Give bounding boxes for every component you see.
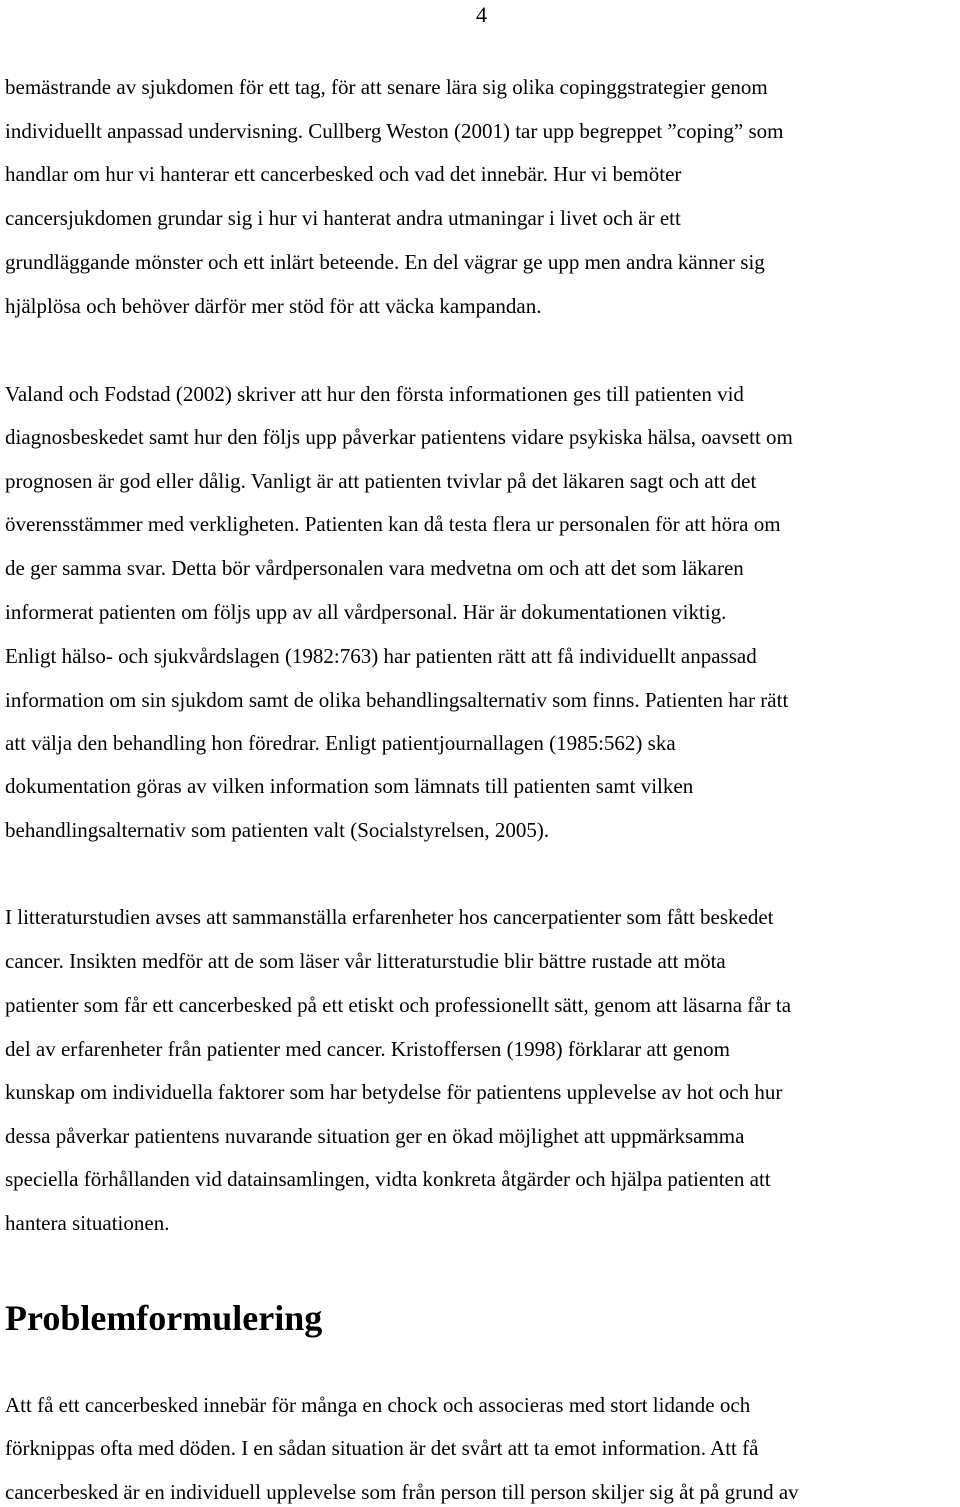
page-number: 4 xyxy=(476,2,487,27)
text-line: speciella förhållanden vid datainsamlingen, vidta konkreta åtgärder och hjälpa patienten att xyxy=(5,1167,771,1191)
section-heading: Problemformulering xyxy=(5,1298,323,1338)
text-line: information om sin sjukdom samt de olika behandlingsalternativ som finns. Patienten har rätt xyxy=(5,688,789,712)
text-line: prognosen är god eller dålig. Vanligt är att patienten tvivlar på det läkaren sagt och att det xyxy=(5,469,757,493)
text-line: hantera situationen. xyxy=(5,1211,170,1235)
text-line: individuellt anpassad undervisning. Cullberg Weston (2001) tar upp begreppet ”coping” som xyxy=(5,119,784,143)
text-line: överensstämmer med verkligheten. Patienten kan då testa flera ur personalen för att höra om xyxy=(5,512,781,536)
text-line: kunskap om individuella faktorer som har betydelse för patientens upplevelse av hot och hur xyxy=(5,1080,783,1104)
text-line: diagnosbeskedet samt hur den följs upp påverkar patientens vidare psykiska hälsa, oavsett om xyxy=(5,425,793,449)
text-line: bemästrande av sjukdomen för ett tag, för att senare lära sig olika copinggstrategier genom xyxy=(5,75,768,99)
text-line: del av erfarenheter från patienter med cancer. Kristoffersen (1998) förklarar att genom xyxy=(5,1037,730,1061)
text-line: grundläggande mönster och ett inlärt beteende. En del vägrar ge upp men andra känner sig xyxy=(5,250,765,274)
text-line: Enligt hälso- och sjukvårdslagen (1982:763) har patienten rätt att få individuellt anpassad xyxy=(5,644,757,668)
text-line: att välja den behandling hon föredrar. Enligt patientjournallagen (1985:562) ska xyxy=(5,731,676,755)
text-line: cancersjukdomen grundar sig i hur vi hanterat andra utmaningar i livet och är ett xyxy=(5,206,681,230)
text-line: förknippas ofta med döden. I en sådan situation är det svårt att ta emot information. Att få xyxy=(5,1436,759,1460)
text-line: behandlingsalternativ som patienten valt (Socialstyrelsen, 2005). xyxy=(5,818,550,842)
text-line: patienter som får ett cancerbesked på ett etiskt och professionellt sätt, genom att läsarna får ta xyxy=(5,993,792,1017)
text-line: I litteraturstudien avses att sammanställa erfarenheter hos cancerpatienter som fått beskedet xyxy=(5,905,774,929)
text-line: de ger samma svar. Detta bör vårdpersonalen vara medvetna om och att det som läkaren xyxy=(5,556,744,580)
text-line: handlar om hur vi hanterar ett cancerbesked och vad det innebär. Hur vi bemöter xyxy=(5,162,682,186)
text-line: Valand och Fodstad (2002) skriver att hur den första informationen ges till patienten vid xyxy=(5,382,744,406)
text-line: cancer. Insikten medför att de som läser vår litteraturstudie blir bättre rustade att möta xyxy=(5,949,726,973)
text-line: informerat patienten om följs upp av all vårdpersonal. Här är dokumentationen viktig. xyxy=(5,600,727,624)
text-line: Att få ett cancerbesked innebär för många en chock och associeras med stort lidande och xyxy=(5,1393,751,1417)
text-line: hjälplösa och behöver därför mer stöd för att väcka kampandan. xyxy=(5,294,542,318)
text-line: cancerbesked är en individuell upplevelse som från person till person skiljer sig åt på grund av xyxy=(5,1480,799,1504)
text-line: dokumentation göras av vilken information som lämnats till patienten samt vilken xyxy=(5,774,694,798)
text-line: dessa påverkar patientens nuvarande situation ger en ökad möjlighet att uppmärksamma xyxy=(5,1124,745,1148)
